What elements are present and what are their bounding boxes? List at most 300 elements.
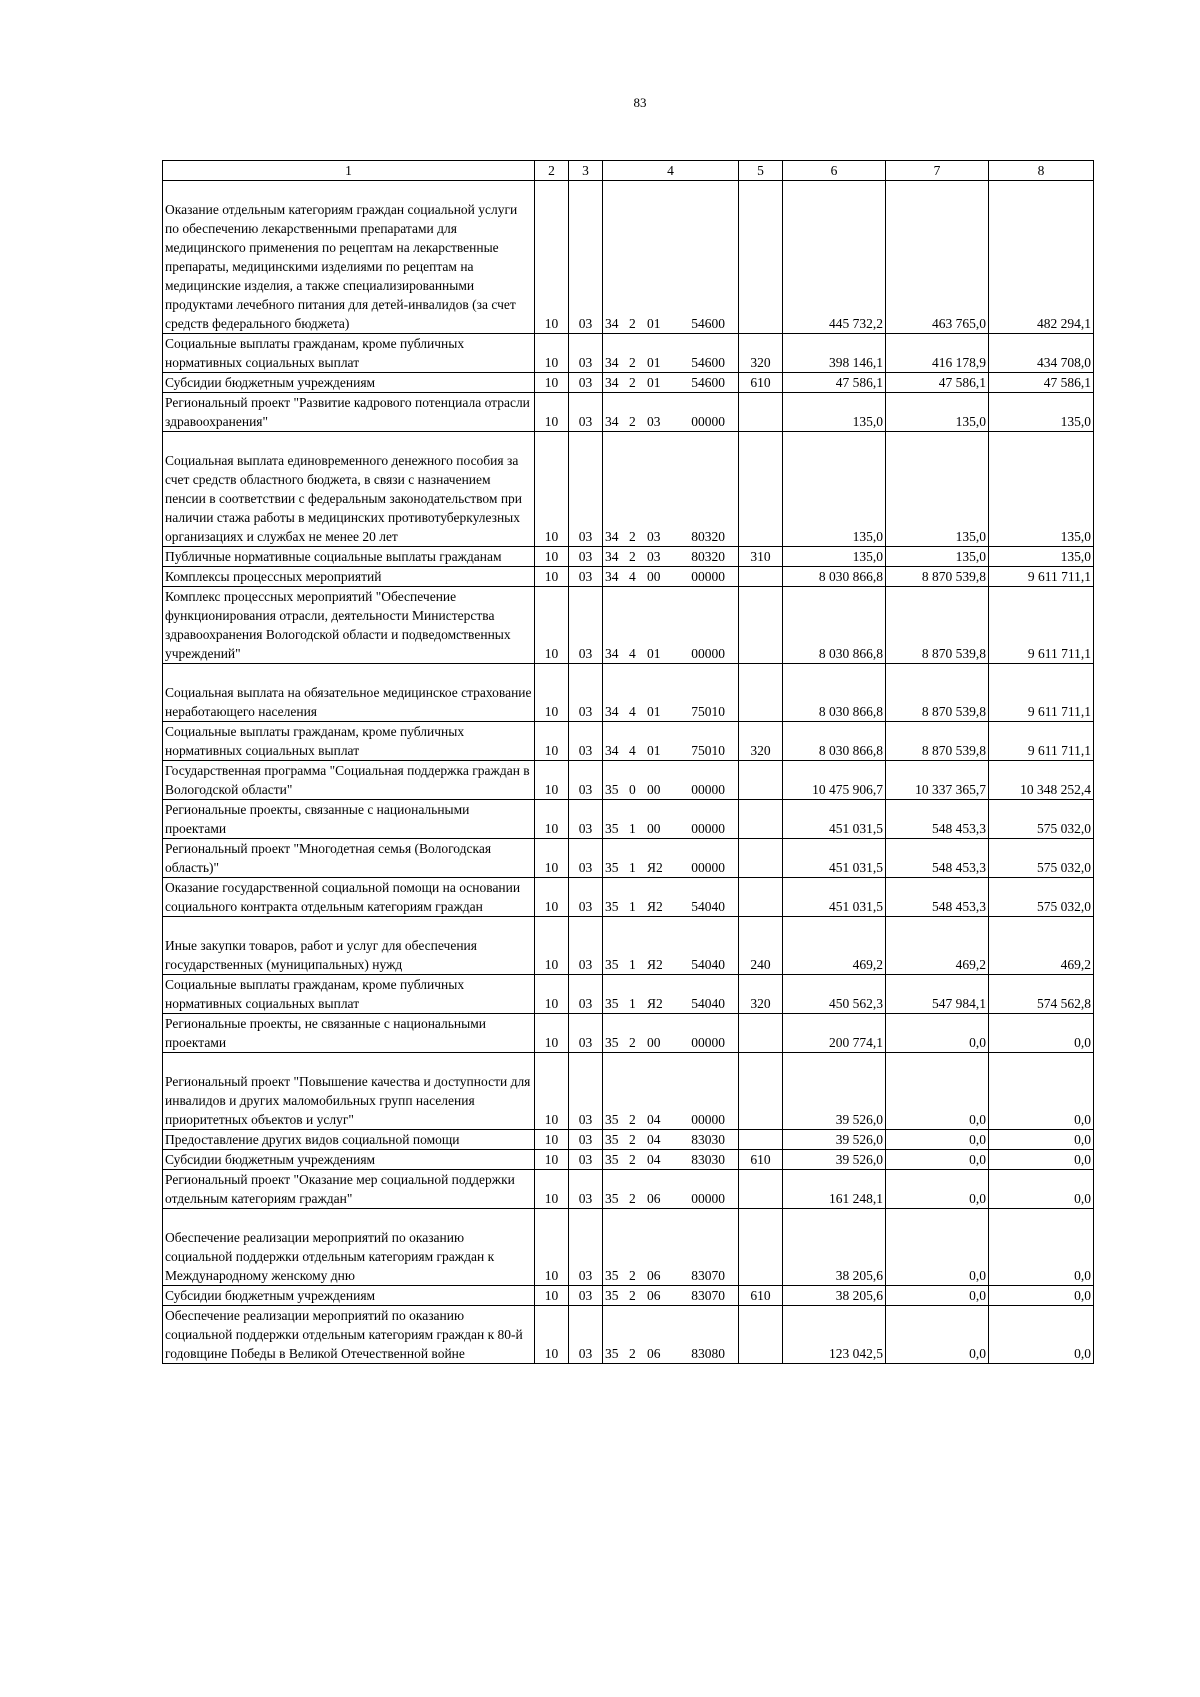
direction-code: 75010 [691, 743, 725, 758]
amount-year-1: 451 031,5 [783, 800, 886, 839]
subsection-code: 03 [569, 393, 603, 432]
direction-code: 00000 [691, 821, 725, 836]
program-code: 35 [605, 782, 619, 797]
amount-year-3: 0,0 [989, 1286, 1094, 1306]
structure-code: 2 [629, 1152, 636, 1167]
table-row [163, 878, 1094, 917]
amount-year-3: 9 611 711,1 [989, 722, 1094, 761]
measure-code: 00 [647, 821, 661, 836]
target-article-code [603, 1130, 739, 1150]
program-code: 34 [605, 375, 619, 390]
table-row [163, 1209, 1094, 1286]
measure-code: 01 [647, 704, 661, 719]
measure-code: 04 [647, 1152, 661, 1167]
table-row [163, 334, 1094, 373]
item-name: Социальные выплаты гражданам, кроме публичных нормативных социальных выплат [163, 722, 535, 761]
expense-type-code [739, 1130, 783, 1150]
section-code: 10 [535, 587, 569, 664]
amount-year-1: 445 732,2 [783, 181, 886, 334]
amount-year-2: 0,0 [886, 1286, 989, 1306]
table-row [163, 664, 1094, 722]
program-code: 35 [605, 1268, 619, 1283]
amount-year-3: 135,0 [989, 547, 1094, 567]
row-spacer [165, 1209, 532, 1228]
program-code: 35 [605, 957, 619, 972]
program-code: 34 [605, 414, 619, 429]
section-code: 10 [535, 878, 569, 917]
expense-type-code: 320 [739, 334, 783, 373]
expense-type-code: 240 [739, 917, 783, 975]
column-header: 5 [739, 161, 783, 181]
amount-year-1: 451 031,5 [783, 839, 886, 878]
item-name: Субсидии бюджетным учреждениям [163, 373, 535, 393]
section-code: 10 [535, 373, 569, 393]
section-code: 10 [535, 432, 569, 547]
measure-code: 03 [647, 414, 661, 429]
table-row [163, 1286, 1094, 1306]
subsection-code: 03 [569, 567, 603, 587]
amount-year-1: 135,0 [783, 393, 886, 432]
target-article-code [603, 800, 739, 839]
program-code: 35 [605, 1132, 619, 1147]
subsection-code: 03 [569, 878, 603, 917]
expense-type-code [739, 1209, 783, 1286]
direction-code: 54040 [691, 957, 725, 972]
table-row [163, 975, 1094, 1014]
amount-year-1: 200 774,1 [783, 1014, 886, 1053]
measure-code: Я2 [647, 996, 663, 1011]
target-article-code [603, 393, 739, 432]
column-header: 8 [989, 161, 1094, 181]
direction-code: 00000 [691, 569, 725, 584]
amount-year-1: 135,0 [783, 432, 886, 547]
row-spacer [165, 664, 532, 683]
amount-year-2: 135,0 [886, 432, 989, 547]
subsection-code: 03 [569, 334, 603, 373]
structure-code: 1 [629, 899, 636, 914]
expense-type-code [739, 1170, 783, 1209]
subsection-code: 03 [569, 839, 603, 878]
amount-year-3: 469,2 [989, 917, 1094, 975]
measure-code: 06 [647, 1268, 661, 1283]
item-name: Оказание государственной социальной помощи на основании социального контракта отдельным категориям граждан [163, 878, 535, 917]
expense-type-code [739, 587, 783, 664]
program-code: 34 [605, 529, 619, 544]
measure-code: Я2 [647, 860, 663, 875]
program-code: 35 [605, 1288, 619, 1303]
target-article-code [603, 547, 739, 567]
row-spacer [165, 1053, 532, 1072]
amount-year-2: 0,0 [886, 1053, 989, 1130]
measure-code: 01 [647, 375, 661, 390]
amount-year-3: 0,0 [989, 1053, 1094, 1130]
expense-type-code [739, 1306, 783, 1364]
direction-code: 83070 [691, 1268, 725, 1283]
measure-code: Я2 [647, 899, 663, 914]
item-name: Региональные проекты, связанные с национальными проектами [163, 800, 535, 839]
target-article-code [603, 1306, 739, 1364]
column-header: 6 [783, 161, 886, 181]
target-article-code [603, 334, 739, 373]
target-article-code [603, 567, 739, 587]
program-code: 35 [605, 821, 619, 836]
item-name: Социальная выплата на обязательное медицинское страхование неработающего населения [163, 664, 535, 722]
expense-type-code [739, 878, 783, 917]
table-row [163, 587, 1094, 664]
amount-year-2: 8 870 539,8 [886, 567, 989, 587]
amount-year-2: 463 765,0 [886, 181, 989, 334]
structure-code: 2 [629, 1346, 636, 1361]
program-code: 34 [605, 646, 619, 661]
amount-year-2: 0,0 [886, 1014, 989, 1053]
table-row [163, 181, 1094, 334]
amount-year-3: 9 611 711,1 [989, 664, 1094, 722]
expense-type-code: 610 [739, 373, 783, 393]
subsection-code: 03 [569, 761, 603, 800]
direction-code: 80320 [691, 549, 725, 564]
amount-year-3: 9 611 711,1 [989, 567, 1094, 587]
column-header: 4 [603, 161, 739, 181]
target-article-code [603, 1286, 739, 1306]
subsection-code: 03 [569, 432, 603, 547]
measure-code: 06 [647, 1288, 661, 1303]
amount-year-2: 0,0 [886, 1130, 989, 1150]
target-article-code [603, 181, 739, 334]
section-code: 10 [535, 975, 569, 1014]
amount-year-1: 8 030 866,8 [783, 587, 886, 664]
amount-year-3: 0,0 [989, 1170, 1094, 1209]
amount-year-2: 10 337 365,7 [886, 761, 989, 800]
section-code: 10 [535, 1150, 569, 1170]
section-code: 10 [535, 664, 569, 722]
direction-code: 54040 [691, 899, 725, 914]
table-row [163, 1150, 1094, 1170]
amount-year-1: 8 030 866,8 [783, 722, 886, 761]
item-name: Региональный проект "Развитие кадрового потенциала отрасли здравоохранения" [163, 393, 535, 432]
measure-code: 01 [647, 646, 661, 661]
table-row [163, 839, 1094, 878]
measure-code: 04 [647, 1132, 661, 1147]
amount-year-1: 39 526,0 [783, 1150, 886, 1170]
structure-code: 2 [629, 316, 636, 331]
section-code: 10 [535, 1053, 569, 1130]
direction-code: 83030 [691, 1132, 725, 1147]
item-name: Субсидии бюджетным учреждениям [163, 1286, 535, 1306]
structure-code: 2 [629, 1035, 636, 1050]
amount-year-1: 450 562,3 [783, 975, 886, 1014]
column-header: 3 [569, 161, 603, 181]
direction-code: 00000 [691, 782, 725, 797]
table-body [163, 181, 1094, 1364]
amount-year-2: 0,0 [886, 1150, 989, 1170]
amount-year-3: 10 348 252,4 [989, 761, 1094, 800]
program-code: 34 [605, 569, 619, 584]
measure-code: 01 [647, 743, 661, 758]
table-row [163, 800, 1094, 839]
table-header-row [163, 161, 1094, 181]
expense-type-code: 320 [739, 975, 783, 1014]
item-name: Комплекс процессных мероприятий "Обеспечение функционирования отрасли, деятельности Министерства здравоохранения Вологодской области и подведомственных учреждений" [163, 587, 535, 664]
section-code: 10 [535, 761, 569, 800]
amount-year-2: 0,0 [886, 1209, 989, 1286]
expense-type-code [739, 664, 783, 722]
subsection-code: 03 [569, 664, 603, 722]
program-code: 35 [605, 1035, 619, 1050]
amount-year-1: 39 526,0 [783, 1053, 886, 1130]
item-name: Региональный проект "Повышение качества и доступности для инвалидов и других маломобильных групп населения приоритетных объектов и услуг" [163, 1053, 535, 1130]
expense-type-code [739, 393, 783, 432]
amount-year-2: 0,0 [886, 1306, 989, 1364]
table-row [163, 547, 1094, 567]
target-article-code [603, 878, 739, 917]
item-name: Региональные проекты, не связанные с национальными проектами [163, 1014, 535, 1053]
measure-code: 00 [647, 569, 661, 584]
program-code: 34 [605, 355, 619, 370]
amount-year-3: 47 586,1 [989, 373, 1094, 393]
structure-code: 4 [629, 743, 636, 758]
amount-year-1: 469,2 [783, 917, 886, 975]
direction-code: 75010 [691, 704, 725, 719]
expense-type-code [739, 800, 783, 839]
subsection-code: 03 [569, 373, 603, 393]
item-name: Социальные выплаты гражданам, кроме публичных нормативных социальных выплат [163, 975, 535, 1014]
structure-code: 2 [629, 1132, 636, 1147]
subsection-code: 03 [569, 587, 603, 664]
item-name: Обеспечение реализации мероприятий по оказанию социальной поддержки отдельным категориям граждан к 80-й годовщине Победы в Великой Отечественной войне [163, 1306, 535, 1364]
direction-code: 54600 [691, 355, 725, 370]
structure-code: 2 [629, 1112, 636, 1127]
expense-type-code [739, 1053, 783, 1130]
subsection-code: 03 [569, 800, 603, 839]
item-name: Региональный проект "Оказание мер социальной поддержки отдельным категориям граждан" [163, 1170, 535, 1209]
program-code: 34 [605, 704, 619, 719]
amount-year-2: 469,2 [886, 917, 989, 975]
expense-type-code [739, 1014, 783, 1053]
program-code: 35 [605, 1346, 619, 1361]
item-name: Региональный проект "Многодетная семья (Вологодская область)" [163, 839, 535, 878]
measure-code: 06 [647, 1191, 661, 1206]
subsection-code: 03 [569, 1014, 603, 1053]
program-code: 34 [605, 316, 619, 331]
direction-code: 54040 [691, 996, 725, 1011]
amount-year-1: 10 475 906,7 [783, 761, 886, 800]
amount-year-3: 482 294,1 [989, 181, 1094, 334]
table-row [163, 1014, 1094, 1053]
section-code: 10 [535, 334, 569, 373]
subsection-code: 03 [569, 1286, 603, 1306]
target-article-code [603, 722, 739, 761]
structure-code: 2 [629, 549, 636, 564]
target-article-code [603, 432, 739, 547]
amount-year-1: 8 030 866,8 [783, 664, 886, 722]
direction-code: 83030 [691, 1152, 725, 1167]
target-article-code [603, 1014, 739, 1053]
section-code: 10 [535, 722, 569, 761]
amount-year-3: 0,0 [989, 1014, 1094, 1053]
amount-year-3: 135,0 [989, 393, 1094, 432]
measure-code: 06 [647, 1346, 661, 1361]
measure-code: 01 [647, 316, 661, 331]
subsection-code: 03 [569, 975, 603, 1014]
target-article-code [603, 1209, 739, 1286]
section-code: 10 [535, 1014, 569, 1053]
amount-year-2: 8 870 539,8 [886, 664, 989, 722]
measure-code: 00 [647, 1035, 661, 1050]
item-name: Иные закупки товаров, работ и услуг для обеспечения государственных (муниципальных) нужд [163, 917, 535, 975]
amount-year-1: 47 586,1 [783, 373, 886, 393]
amount-year-3: 574 562,8 [989, 975, 1094, 1014]
target-article-code [603, 1170, 739, 1209]
amount-year-2: 547 984,1 [886, 975, 989, 1014]
measure-code: 03 [647, 549, 661, 564]
expense-type-code [739, 432, 783, 547]
subsection-code: 03 [569, 917, 603, 975]
table-row [163, 1170, 1094, 1209]
section-code: 10 [535, 917, 569, 975]
structure-code: 1 [629, 957, 636, 972]
measure-code: 00 [647, 782, 661, 797]
structure-code: 4 [629, 646, 636, 661]
direction-code: 00000 [691, 646, 725, 661]
program-code: 35 [605, 899, 619, 914]
direction-code: 00000 [691, 1035, 725, 1050]
section-code: 10 [535, 839, 569, 878]
target-article-code [603, 664, 739, 722]
structure-code: 2 [629, 1288, 636, 1303]
table-row [163, 567, 1094, 587]
target-article-code [603, 761, 739, 800]
amount-year-1: 38 205,6 [783, 1209, 886, 1286]
amount-year-3: 575 032,0 [989, 878, 1094, 917]
section-code: 10 [535, 1130, 569, 1150]
item-name: Обеспечение реализации мероприятий по оказанию социальной поддержки отдельным категориям граждан к Международному женскому дню [163, 1209, 535, 1286]
item-name: Субсидии бюджетным учреждениям [163, 1150, 535, 1170]
amount-year-3: 575 032,0 [989, 800, 1094, 839]
expense-type-code [739, 567, 783, 587]
item-name: Оказание отдельным категориям граждан социальной услуги по обеспечению лекарственными препаратами для медицинского применения по рецептам на лекарственные препараты, медицинскими изделиями по рецептам на медицинские изделия, а также специализированными продуктами лечебного питания для детей-инвалидов (за счет средств федерального бюджета) [163, 181, 535, 334]
structure-code: 2 [629, 375, 636, 390]
row-spacer [165, 917, 532, 936]
program-code: 35 [605, 1152, 619, 1167]
subsection-code: 03 [569, 181, 603, 334]
expense-type-code [739, 839, 783, 878]
structure-code: 4 [629, 569, 636, 584]
table-row [163, 393, 1094, 432]
amount-year-3: 0,0 [989, 1130, 1094, 1150]
section-code: 10 [535, 1170, 569, 1209]
target-article-code [603, 1150, 739, 1170]
row-spacer [165, 181, 532, 200]
item-name: Социальные выплаты гражданам, кроме публичных нормативных социальных выплат [163, 334, 535, 373]
amount-year-3: 0,0 [989, 1150, 1094, 1170]
program-code: 34 [605, 549, 619, 564]
expense-type-code: 610 [739, 1286, 783, 1306]
section-code: 10 [535, 800, 569, 839]
structure-code: 1 [629, 996, 636, 1011]
amount-year-2: 8 870 539,8 [886, 722, 989, 761]
item-name: Публичные нормативные социальные выплаты гражданам [163, 547, 535, 567]
amount-year-2: 47 586,1 [886, 373, 989, 393]
amount-year-2: 548 453,3 [886, 800, 989, 839]
item-name: Государственная программа "Социальная поддержка граждан в Вологодской области" [163, 761, 535, 800]
program-code: 34 [605, 743, 619, 758]
structure-code: 2 [629, 1191, 636, 1206]
amount-year-3: 434 708,0 [989, 334, 1094, 373]
direction-code: 54600 [691, 316, 725, 331]
structure-code: 2 [629, 1268, 636, 1283]
structure-code: 2 [629, 414, 636, 429]
subsection-code: 03 [569, 1170, 603, 1209]
structure-code: 2 [629, 355, 636, 370]
amount-year-3: 0,0 [989, 1306, 1094, 1364]
expense-type-code: 320 [739, 722, 783, 761]
column-header: 1 [163, 161, 535, 181]
subsection-code: 03 [569, 1150, 603, 1170]
structure-code: 4 [629, 704, 636, 719]
target-article-code [603, 373, 739, 393]
structure-code: 1 [629, 860, 636, 875]
target-article-code [603, 917, 739, 975]
direction-code: 80320 [691, 529, 725, 544]
amount-year-3: 9 611 711,1 [989, 587, 1094, 664]
measure-code: 04 [647, 1112, 661, 1127]
expense-type-code: 310 [739, 547, 783, 567]
table-row [163, 1130, 1094, 1150]
measure-code: 01 [647, 355, 661, 370]
section-code: 10 [535, 567, 569, 587]
subsection-code: 03 [569, 1130, 603, 1150]
structure-code: 1 [629, 821, 636, 836]
direction-code: 00000 [691, 1112, 725, 1127]
section-code: 10 [535, 181, 569, 334]
amount-year-1: 38 205,6 [783, 1286, 886, 1306]
amount-year-2: 416 178,9 [886, 334, 989, 373]
table-row [163, 373, 1094, 393]
row-spacer [165, 432, 532, 451]
amount-year-2: 8 870 539,8 [886, 587, 989, 664]
target-article-code [603, 587, 739, 664]
target-article-code [603, 839, 739, 878]
table-row [163, 917, 1094, 975]
amount-year-2: 0,0 [886, 1170, 989, 1209]
section-code: 10 [535, 1306, 569, 1364]
section-code: 10 [535, 1209, 569, 1286]
item-name: Социальная выплата единовременного денежного пособия за счет средств областного бюджета, в связи с назначением пенсии в соответствии с федеральным законодательством при наличии стажа работы в медицинских противотуберкулезных организациях и службах не менее 20 лет [163, 432, 535, 547]
program-code: 35 [605, 1191, 619, 1206]
amount-year-1: 39 526,0 [783, 1130, 886, 1150]
amount-year-2: 548 453,3 [886, 878, 989, 917]
item-name: Предоставление других видов социальной помощи [163, 1130, 535, 1150]
direction-code: 83070 [691, 1288, 725, 1303]
column-header: 7 [886, 161, 989, 181]
structure-code: 2 [629, 529, 636, 544]
expense-type-code: 610 [739, 1150, 783, 1170]
target-article-code [603, 975, 739, 1014]
subsection-code: 03 [569, 1053, 603, 1130]
budget-table [162, 160, 1094, 1364]
program-code: 35 [605, 1112, 619, 1127]
direction-code: 00000 [691, 414, 725, 429]
measure-code: 03 [647, 529, 661, 544]
program-code: 35 [605, 860, 619, 875]
section-code: 10 [535, 1286, 569, 1306]
program-code: 35 [605, 996, 619, 1011]
section-code: 10 [535, 393, 569, 432]
subsection-code: 03 [569, 722, 603, 761]
direction-code: 00000 [691, 860, 725, 875]
item-name: Комплексы процессных мероприятий [163, 567, 535, 587]
amount-year-1: 161 248,1 [783, 1170, 886, 1209]
